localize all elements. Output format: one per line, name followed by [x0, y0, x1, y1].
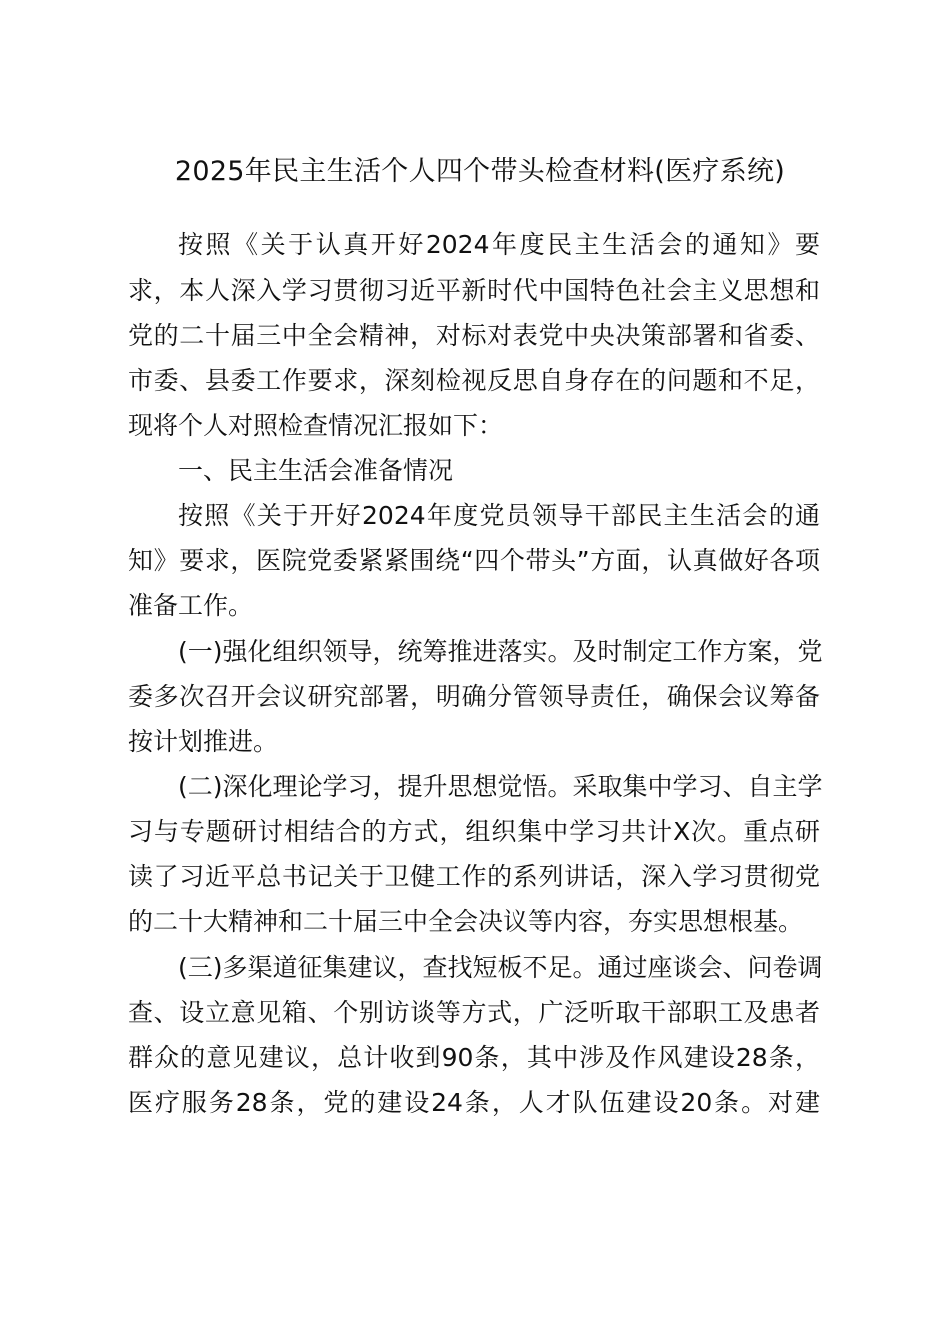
paragraph-line: 准备工作。 — [128, 591, 254, 620]
paragraph-line: 读了习近平总书记关于卫健工作的系列讲话，深入学习贯彻党 — [128, 862, 820, 891]
paragraph-line: 求，本人深入学习贯彻习近平新时代中国特色社会主义思想和 — [128, 276, 820, 305]
paragraph-line: 现将个人对照检查情况汇报如下： — [128, 411, 504, 440]
document-title: 2025年民主生活个人四个带头检查材料(医疗系统) — [174, 156, 786, 187]
section-heading: 一、民主生活会准备情况 — [178, 456, 454, 485]
paragraph-line: 群众的意见建议，总计收到90条，其中涉及作风建设28条， — [128, 1043, 820, 1072]
paragraph-line: 按计划推进。 — [128, 727, 279, 756]
paragraph-line: 医疗服务28条，党的建设24条，人才队伍建设20条。对建 — [128, 1088, 820, 1117]
paragraph-line: (一)强化组织领导，统筹推进落实。及时制定工作方案，党 — [178, 637, 823, 666]
paragraph-line: 按照《关于开好2024年度党员领导干部民主生活会的通 — [178, 501, 820, 530]
paragraph-line: 的二十大精神和二十届三中全会决议等内容，夯实思想根基。 — [128, 907, 804, 936]
paragraph-line: 党的二十届三中全会精神，对标对表党中央决策部署和省委、 — [128, 321, 820, 350]
paragraph-line: (三)多渠道征集建议，查找短板不足。通过座谈会、问卷调 — [178, 953, 823, 982]
paragraph-line: 委多次召开会议研究部署，明确分管领导责任，确保会议筹备 — [128, 682, 820, 711]
paragraph-line: 习与专题研讨相结合的方式，组织集中学习共计X次。重点研 — [128, 817, 820, 846]
paragraph-line: 知》要求，医院党委紧紧围绕“四个带头”方面，认真做好各项 — [128, 546, 820, 575]
paragraph-line: 查、设立意见箱、个别访谈等方式，广泛听取干部职工及患者 — [128, 998, 820, 1027]
paragraph-line: (二)深化理论学习，提升思想觉悟。采取集中学习、自主学 — [178, 772, 823, 801]
paragraph-line: 按照《关于认真开好2024年度民主生活会的通知》要 — [178, 230, 820, 259]
paragraph-line: 市委、县委工作要求，深刻检视反思自身存在的问题和不足， — [128, 366, 820, 395]
